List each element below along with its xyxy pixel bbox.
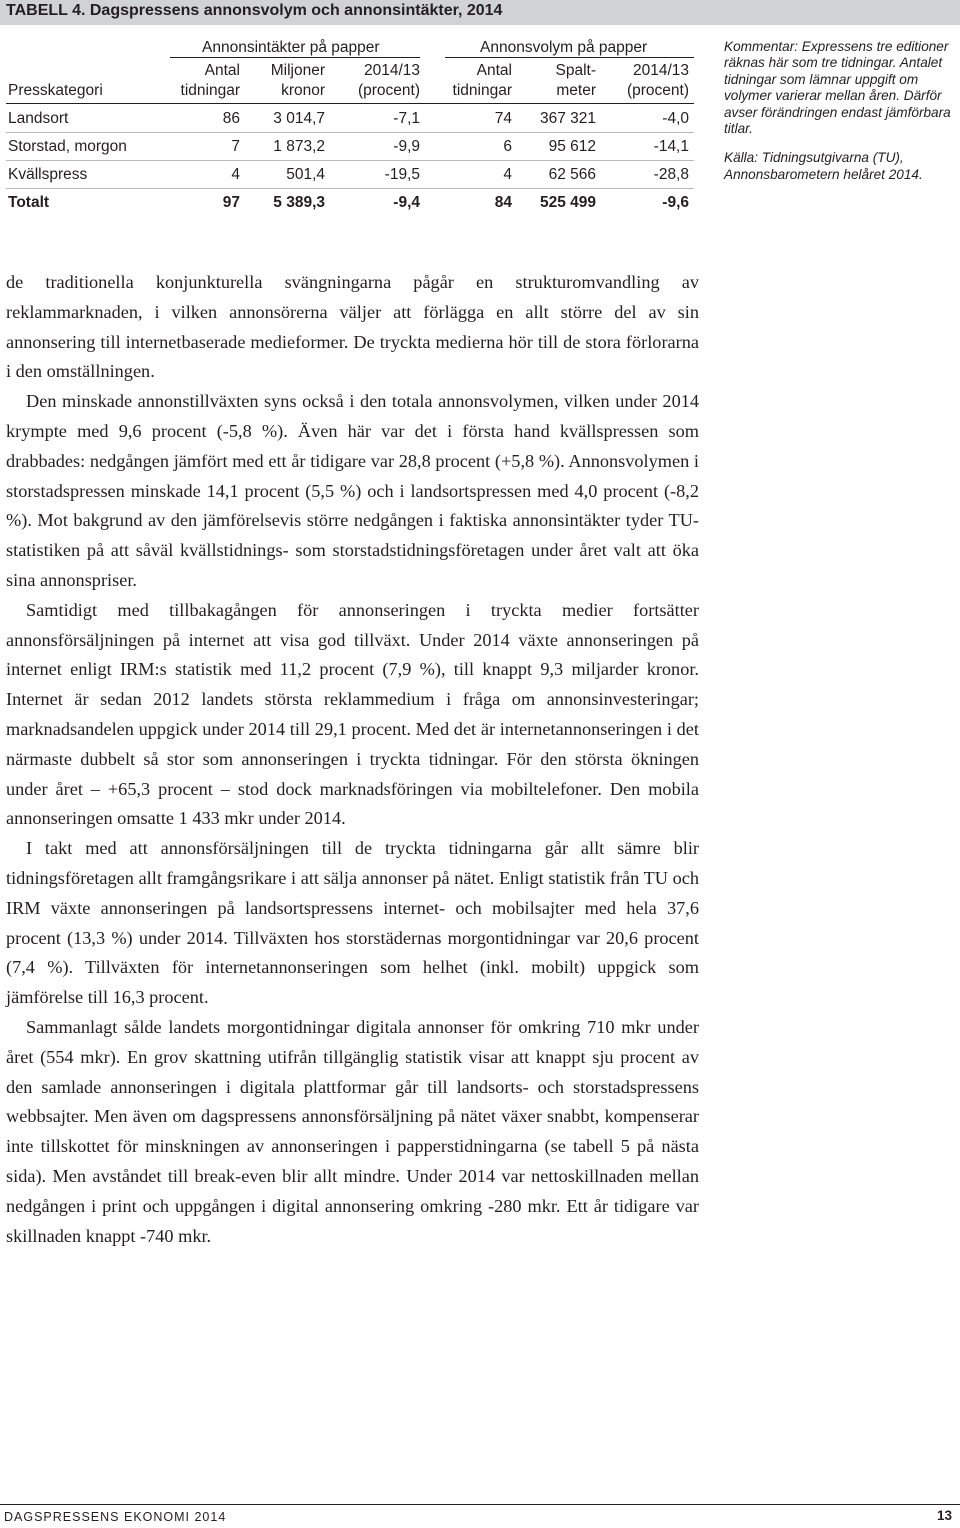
- col-header-pct-volume-1: 2014/13: [632, 62, 689, 79]
- table-row-total-category: Totalt: [8, 194, 50, 211]
- table-cell-miljoner: 3 014,7: [273, 110, 325, 127]
- table-cell-antal: 4: [231, 166, 240, 183]
- col-header-antal-2: tidningar: [180, 82, 240, 99]
- table-title: TABELL 4. Dagspressens annonsvolym och annonsintäkter, 2014: [6, 2, 503, 19]
- col-header-miljoner-1: Miljoner: [270, 62, 325, 79]
- table-cell-spaltmeter: 367 321: [539, 110, 596, 127]
- table-cell-pct-volume: -28,8: [653, 166, 689, 183]
- footer-rule: [0, 1504, 960, 1505]
- header-rule: [6, 103, 694, 104]
- group-header-volume: Annonsvolym på papper: [480, 39, 648, 56]
- table-source: Källa: Tidningsutgivarna (TU), Annonsbarometern helåret 2014.: [724, 150, 923, 182]
- row-separator: [6, 160, 694, 161]
- table-title-bar: [0, 0, 960, 25]
- data-table: [0, 33, 700, 233]
- table-cell-antal2: 84: [494, 194, 512, 211]
- table-cell-miljoner: 5 389,3: [273, 194, 325, 211]
- table-cell-antal: 7: [231, 138, 240, 155]
- col-header-spalt-2: meter: [556, 82, 596, 99]
- col-header-antal2-2: tidningar: [452, 82, 512, 99]
- body-paragraph: Samtidigt med tillbakagången för annonseringen i tryckta medier fortsätter annonsförsäljningen på internet att visa god tillväxt. Under 2014 växte annonseringen på internet enligt IRM:s statistik med 11,2 procent (7,9 %), till knappt 9,3 miljarder kronor. Internet är sedan 2012 landets största reklammedium i fråga om annonsinvesteringar; marknadsandelen uppgick under 2014 till 29,1 procent. Med det är internetannonseringen i det närmaste dubbelt så stor som annonseringen i tryckta tidningar. För den största ökningen under året – +65,3 procent – stod dock marknadsföringen via mobiltelefoner. Den mobila annonseringen omsatte 1 433 mkr under 2014.: [6, 599, 699, 829]
- table-row-category: Landsort: [8, 110, 69, 127]
- col-header-miljoner-2: kronor: [281, 82, 325, 99]
- col-header-category: Presskategori: [8, 82, 103, 99]
- table-cell-spaltmeter: 525 499: [539, 194, 596, 211]
- row-separator: [6, 188, 694, 189]
- table-cell-pct-volume: -14,1: [653, 138, 689, 155]
- table-cell-spaltmeter: 62 566: [548, 166, 596, 183]
- body-paragraph: I takt med att annonsförsäljningen till de tryckta tidningarna går allt sämre blir tidningsföretagen allt framgångsrikare i att sälja annonser på nätet. Enligt statistik från TU och IRM växte annonseringen på landsortspressens internet- och mobilsajter med hela 37,6 procent (13,3 %) under 2014. Tillväxten hos storstädernas morgontidningar var 20,6 procent (7,4 %). Tillväxten för internetannonseringen som helhet (inkl. mobilt) uppgick som jämförelse till 16,3 procent.: [6, 838, 699, 1008]
- col-header-spalt-1: Spalt-: [555, 62, 596, 79]
- table-cell-antal2: 6: [503, 138, 512, 155]
- table-cell-miljoner: 1 873,2: [273, 138, 325, 155]
- table-row-category: Storstad, morgon: [8, 138, 127, 155]
- table-cell-antal2: 74: [494, 110, 512, 127]
- row-separator: [6, 132, 694, 133]
- table-cell-pct-income: -9,9: [393, 138, 420, 155]
- group-header-income: Annonsintäkter på papper: [202, 39, 380, 56]
- table-cell-pct-income: -19,5: [384, 166, 420, 183]
- col-header-pct-income-1: 2014/13: [363, 62, 420, 79]
- page-number: 13: [936, 1508, 952, 1523]
- table-cell-antal: 86: [222, 110, 240, 127]
- body-paragraph: Den minskade annonstillväxten syns också i den totala annonsvolymen, vilken under 2014 krympte med 9,6 procent (-5,8 %). Även här var det i första hand kvällspressen som drabbades: nedgången jämfört med ett år tidigare var 28,8 procent (+5,8 %). Annonsvolymen i storstadspressen minskade 14,1 procent (5,5 %) och i landsortspressen med 4,0 procent (-8,2 %). Mot bakgrund av den jämförelsevis större nedgången i faktiska annonsintäkter tyder TU-statistiken på att såväl kvällstidnings- som storstadstidningsföretagen under året valt att öka sina annonspriser.: [6, 391, 699, 590]
- table-row-category: Kvällspress: [8, 166, 88, 183]
- body-paragraph: Sammanlagt sålde landets morgontidningar digitala annonser för omkring 710 mkr under året (554 mkr). En grov skattning utifrån tillgänglig statistik visar att knappt sju procent av den samlade annonseringen i digitala plattformar går till landsorts- och storstadspressens webbsajter. Men även om dagspressens annonsförsäljning på nätet växer snabbt, kompenserar inte tillskottet för minskningen av annonseringen i papperstidningarna (se tabell 5 på nästa sida). Men avståndet till break-even blir allt mindre. Under 2014 var nettoskillnaden mellan nedgången i print och uppgången i digital annonsering omkring -280 mkr. Ett år tidigare var skillnaden knappt -740 mkr.: [6, 1016, 699, 1246]
- group-rule-volume: [445, 57, 694, 58]
- col-header-antal2-1: Antal: [476, 62, 512, 79]
- col-header-pct-volume-2: (procent): [626, 82, 689, 99]
- table-cell-antal2: 4: [503, 166, 512, 183]
- footer-publication: DAGSPRESSENS EKONOMI 2014: [4, 1510, 227, 1524]
- col-header-antal-1: Antal: [204, 62, 240, 79]
- table-cell-antal: 97: [222, 194, 240, 211]
- table-cell-pct-volume: -4,0: [662, 110, 689, 127]
- table-cell-miljoner: 501,4: [286, 166, 325, 183]
- table-cell-pct-income: -7,1: [393, 110, 420, 127]
- body-text: [6, 268, 699, 1251]
- table-cell-pct-volume: -9,6: [662, 194, 689, 211]
- table-comment-sidebar: [724, 39, 954, 196]
- col-header-pct-income-2: (procent): [357, 82, 420, 99]
- table-cell-pct-income: -9,4: [393, 194, 420, 211]
- body-paragraph: de traditionella konjunkturella svängningarna pågår en strukturomvandling av reklammarknaden, i vilken annonsörerna väljer att förlägga en allt större del av sin annonsering till internetbaserade medieformer. De tryckta medierna hör till de stora förlorarna i den omställningen.: [6, 272, 699, 382]
- table-cell-spaltmeter: 95 612: [548, 138, 596, 155]
- table-comment: Kommentar: Expressens tre editioner räknas här som tre tidningar. Antalet tidningar som lämnar uppgift om volymer varierar mellan åren. Därför avser förändringen endast jämförbara titlar.: [724, 39, 951, 137]
- group-rule-income: [170, 57, 420, 58]
